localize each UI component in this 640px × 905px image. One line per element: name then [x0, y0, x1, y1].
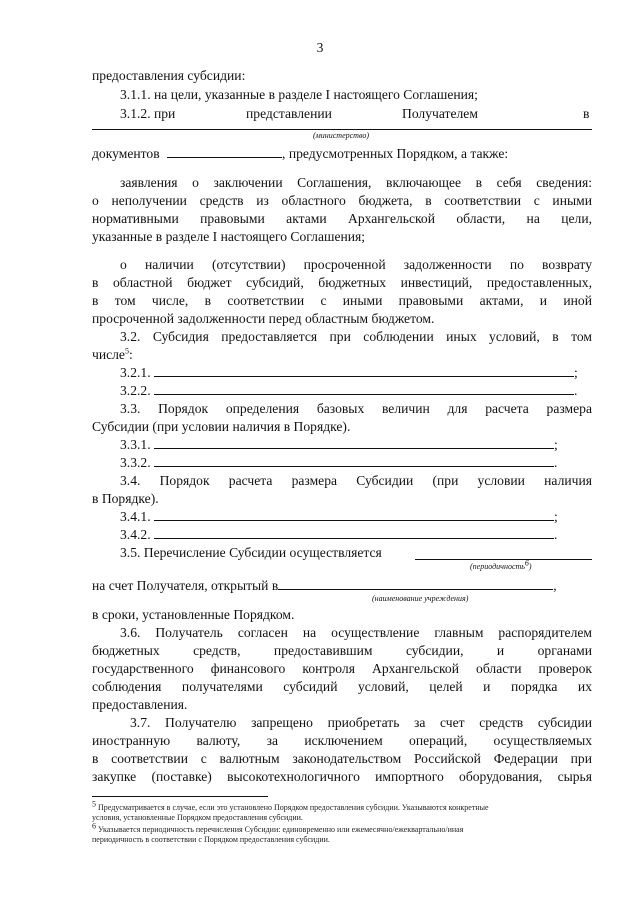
footnote-line — [92, 799, 592, 813]
text-span: 3.2.1. — [120, 365, 151, 380]
field-caption — [470, 558, 532, 572]
text-line: в областной бюджет субсидий, бюджетных инвестиций, предоставленных, — [92, 275, 592, 290]
text-line — [92, 145, 508, 162]
text-line: соблюдения получателями субсидий условий, целей и порядка их — [92, 679, 592, 694]
fill-line — [154, 382, 574, 395]
field-caption: (наименование учреждения) — [372, 594, 469, 603]
fill-line — [154, 526, 554, 539]
text-line: 3.6. Получатель согласен на осуществление главным распорядителем — [120, 625, 592, 640]
footnote-text: Предусматривается в случае, если это установлено Порядком предоставления субсидии. Указываются конкретные — [98, 803, 489, 812]
text-line: о неполучении средств из областного бюджета, в соответствии с иными — [92, 193, 592, 208]
text-line: в сроки, установленные Порядком. — [92, 607, 295, 622]
text-line — [92, 577, 557, 594]
text-line: 3.2. Субсидия предоставляется при соблюдении иных условий, в том — [120, 329, 592, 344]
text-line: Субсидии (при условии наличия в Порядке). — [92, 419, 351, 434]
fill-line — [154, 508, 554, 521]
footnote-6 — [92, 821, 592, 845]
text-span: 3.4.2. — [120, 527, 151, 542]
text-span: 3.2.2. — [120, 383, 151, 398]
text-span: . — [554, 455, 558, 470]
text-line: заявления о заключении Соглашения, включающее в себя сведения: — [120, 175, 592, 190]
text-span: 3.3.1. — [120, 437, 151, 452]
fill-line — [154, 436, 554, 449]
text-line: нормативными правовыми актами Архангельской области, на цели, — [92, 211, 592, 226]
footnote-separator — [92, 796, 268, 797]
text-line — [120, 364, 578, 381]
text-line: просроченной задолженности перед областным бюджетом. — [92, 311, 435, 326]
fill-line — [154, 364, 574, 377]
fill-line — [167, 145, 282, 158]
text-line: представлении — [246, 106, 332, 121]
text-line — [120, 526, 557, 543]
text-line: 3.4. Порядок расчета размера Субсидии (при условии наличия — [120, 473, 592, 488]
field-caption: (министерство) — [313, 131, 369, 140]
text-line — [120, 508, 558, 525]
text-line: государственного финансового контроля Архангельской области проверок — [92, 661, 592, 676]
text-span: . — [554, 527, 558, 542]
text-span: (периодичность — [470, 562, 525, 571]
text-line: иностранную валюту, за исключением операций, осуществляемых — [92, 733, 592, 748]
fill-line — [278, 577, 553, 590]
text-span: ; — [574, 365, 578, 380]
text-span: : — [128, 347, 133, 362]
text-line: 3.3. Порядок определения базовых величин для расчета размера — [120, 401, 592, 416]
text-line: Получателем — [402, 106, 478, 121]
text-span: , — [553, 578, 557, 593]
text-span: ) — [528, 562, 532, 571]
text-span: . — [574, 383, 578, 398]
footnote-text: Указывается периодичность перечисления Субсидии: единовременно или ежемесячно/ежеквартально/иная — [98, 825, 464, 834]
text-span: ; — [554, 509, 558, 524]
fill-line — [154, 454, 554, 467]
footnote-ref: 5 — [124, 346, 129, 356]
text-span: на счет Получателя, открытый в — [92, 578, 279, 593]
footnote-number: 6 — [92, 821, 96, 831]
fill-line — [92, 129, 592, 130]
text-line: предоставления. — [92, 697, 188, 712]
footnote-5 — [92, 799, 592, 823]
text-line — [120, 382, 577, 399]
text-line: в Порядке). — [92, 491, 159, 506]
text-span: ; — [554, 437, 558, 452]
text-span: 3.3.2. — [120, 455, 151, 470]
text-line: в том числе, в соответствии с иными правовыми актами, и иной — [92, 293, 592, 308]
text-span: 3.4.1. — [120, 509, 151, 524]
text-span: документов — [92, 146, 160, 161]
text-line: в — [583, 106, 590, 121]
footnote-number: 5 — [92, 799, 96, 809]
page-number: 3 — [316, 40, 324, 55]
text-line — [120, 454, 557, 471]
text-line: о наличии (отсутствии) просроченной задолженности по возврату — [120, 257, 592, 272]
fill-line — [415, 559, 592, 560]
text-line: 3.7. Получателю запрещено приобретать за счет средств субсидии — [130, 715, 592, 730]
text-line: бюджетных средств, предоставившим субсидии, и органами — [92, 643, 592, 658]
text-line: в соответствии с валютным законодательством Российской Федерации при — [92, 751, 592, 766]
text-line: предоставления субсидии: — [92, 68, 246, 83]
text-line: закупке (поставке) высокотехнологичного импортного оборудования, сырья — [92, 769, 592, 784]
text-line: 3.5. Перечисление Субсидии осуществляется — [120, 545, 382, 560]
text-span: числе — [92, 347, 125, 362]
text-line — [120, 436, 558, 453]
text-span: , предусмотренных Порядком, а также: — [282, 146, 509, 161]
text-line: указанные в разделе I настоящего Соглашения; — [92, 229, 366, 244]
footnote-ref: 6 — [524, 558, 529, 568]
text-line: 3.1.1. на цели, указанные в разделе I настоящего Соглашения; — [120, 87, 478, 102]
text-line — [92, 346, 133, 363]
text-line: 3.1.2. при — [120, 106, 176, 121]
footnote-line: условия, установленные Порядком предоставления субсидии. — [92, 813, 303, 822]
footnote-line — [92, 821, 592, 835]
footnote-line: периодичность в соответствии с Порядком предоставления субсидии. — [92, 835, 330, 844]
